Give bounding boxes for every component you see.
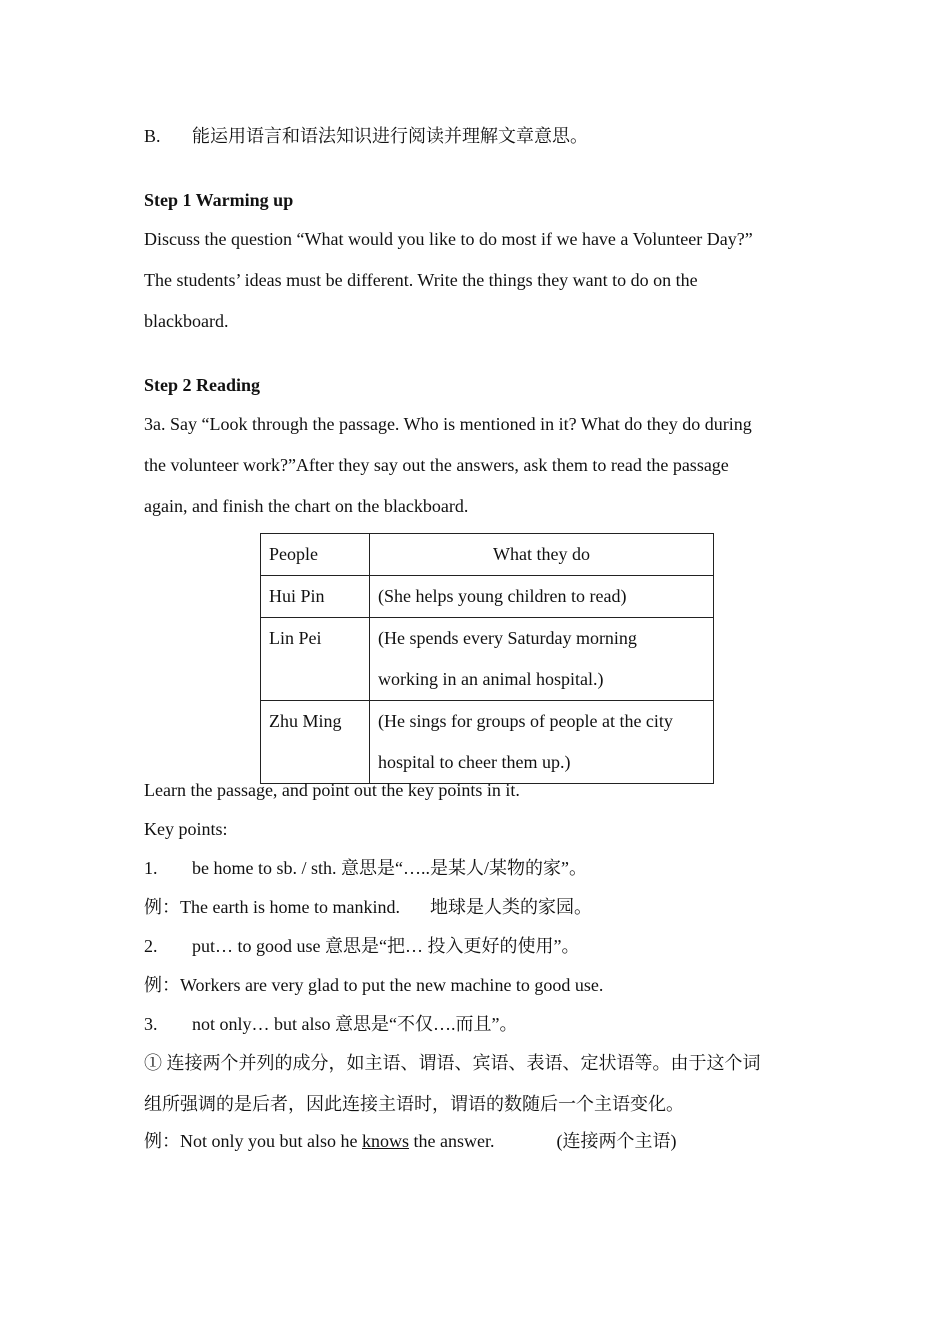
key-point-text: put… to good use 意思是“把… 投入更好的使用”。: [192, 936, 580, 956]
example-translation: 地球是人类的家园。: [429, 897, 592, 917]
after-table-text: Learn the passage, and point out the key points in it.: [144, 780, 520, 800]
row-activity-line: working in an animal hospital.): [378, 669, 604, 689]
key-point-number: 3.: [144, 1014, 158, 1034]
example-sentence: Workers are very glad to put the new machine to good use.: [180, 975, 604, 995]
key-points-label: Key points:: [144, 819, 228, 839]
step2-line-2: the volunteer work?”After they say out the answers, ask them to read the passage: [144, 455, 729, 475]
step1-line-1: Discuss the question “What would you like to do most if we have a Volunteer Day?”: [144, 229, 753, 249]
key-point-text: be home to sb. / sth. 意思是“…..是某人/某物的家”。: [192, 858, 587, 878]
key-point-number: 2.: [144, 936, 158, 956]
example-sentence: The earth is home to mankind.: [180, 897, 400, 917]
table-row: [261, 701, 714, 784]
row-activity-line: hospital to cheer them up.): [378, 752, 571, 772]
example-sentence-start: Not only you but also he: [180, 1131, 362, 1151]
row-activity: [370, 576, 714, 618]
row-person: Zhu Ming: [261, 701, 370, 784]
step2-heading: Step 2 Reading: [144, 375, 261, 395]
row-person: Hui Pin: [261, 576, 370, 618]
objective-b-label: B.: [144, 126, 161, 146]
table-row: [261, 576, 714, 618]
row-activity: [370, 701, 714, 784]
example-2: [144, 973, 603, 997]
note-line-1: ① 连接两个并列的成分，如主语、谓语、宾语、表语、定状语等。由于这个词: [144, 1053, 761, 1073]
example-1: [144, 895, 592, 919]
example-underlined-word: knows: [362, 1131, 410, 1151]
step2-line-1: 3a. Say “Look through the passage. Who is mentioned in it? What do they do during: [144, 414, 752, 434]
key-point-number: 1.: [144, 858, 158, 878]
key-point-text: not only… but also 意思是“不仅….而且”。: [192, 1014, 518, 1034]
step1-line-2: The students’ ideas must be different. Write the things they want to do on the: [144, 270, 698, 290]
example-prefix: 例：: [144, 1131, 180, 1151]
example-prefix: 例：: [144, 975, 180, 995]
row-person: Lin Pei: [261, 618, 370, 701]
example-note: (连接两个主语): [556, 1131, 677, 1151]
example-sentence-end: the answer.: [409, 1131, 495, 1151]
table-row: [261, 618, 714, 701]
step1-line-3: blackboard.: [144, 311, 229, 331]
objective-b: [144, 124, 588, 148]
row-activity-line: (He spends every Saturday morning: [378, 628, 637, 648]
header-people: People: [261, 534, 370, 576]
key-point-3: [144, 1012, 517, 1036]
header-what-they-do: What they do: [370, 534, 714, 576]
row-activity: [370, 618, 714, 701]
step1-heading: Step 1 Warming up: [144, 190, 294, 210]
note-line-2: 组所强调的是后者，因此连接主语时，谓语的数随后一个主语变化。: [144, 1094, 684, 1114]
objective-b-text: 能运用语言和语法知识进行阅读并理解文章意思。: [192, 126, 588, 146]
example-3: [144, 1129, 677, 1153]
people-chart: [260, 533, 714, 784]
key-point-2: [144, 934, 579, 958]
row-activity-line: (She helps young children to read): [378, 586, 627, 606]
example-prefix: 例：: [144, 897, 180, 917]
step2-line-3: again, and finish the chart on the blackboard.: [144, 496, 469, 516]
table-header-row: [261, 534, 714, 576]
key-point-1: [144, 856, 587, 880]
row-activity-line: (He sings for groups of people at the city: [378, 711, 673, 731]
